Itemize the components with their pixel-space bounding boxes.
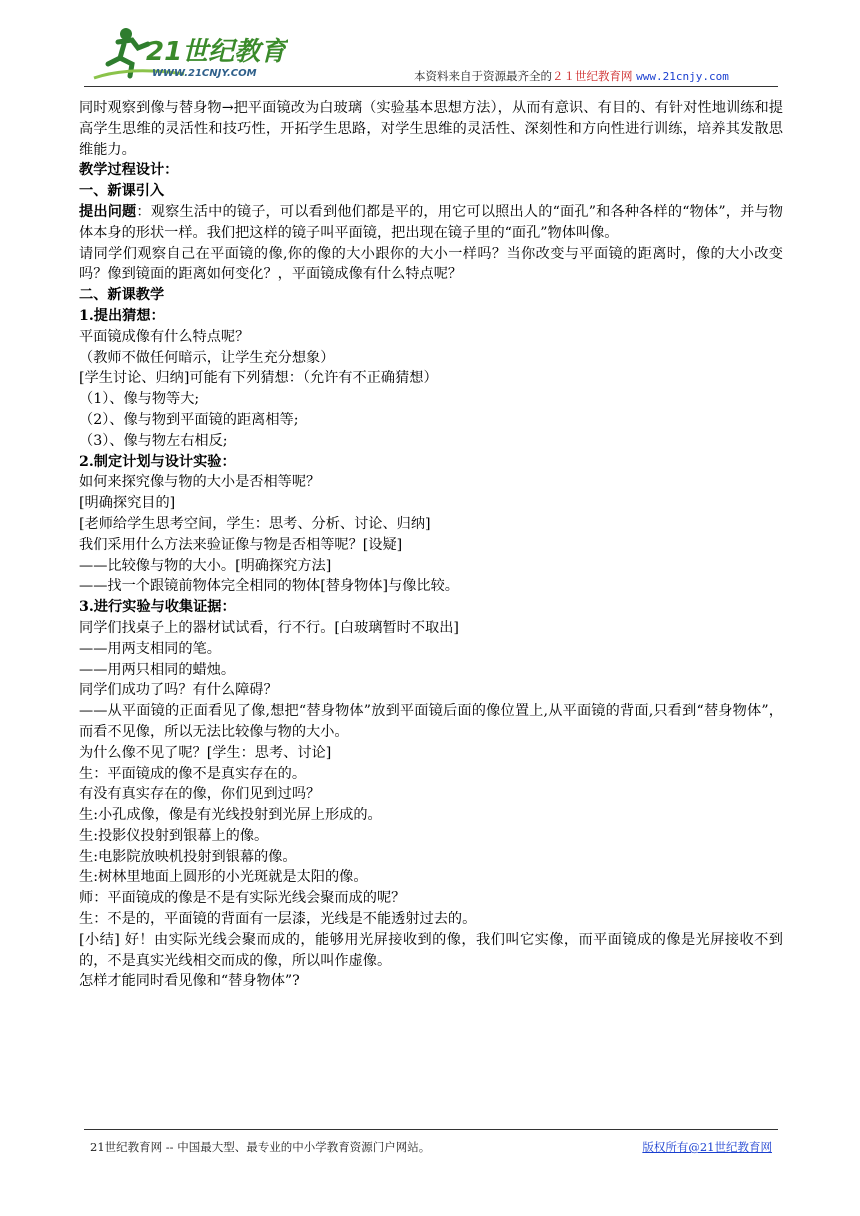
step2-heading: 2.制定计划与设计实验： [79,453,236,470]
question-text: ：观察生活中的镜子，可以看到他们都是平的，用它可以照出人的“面孔”和各种各样的“物体”，并与物体本身的形状一样。我们把这样的镜子叫平面镜，把出现在镜子里的“面孔”物体叫像。 [79,203,783,241]
step3-line: 生:小孔成像，像是有光线投射到光屏上形成的。 [79,807,382,824]
ask-paragraph: 请同学们观察自己在平面镜的像,你的像的大小跟你的大小一样吗？当你改变与平面镜的距离时，像的大小改变吗？像到镜面的距离如何变化？，平面镜成像有什么特点呢？ [79,245,783,283]
step3-line: 同学们找桌子上的器材试试看，行不行。[白玻璃暂时不取出] [79,619,459,636]
step3-line: 有没有真实存在的像，你们见到过吗？ [79,786,321,803]
step1-line: （2）、像与物到平面镜的距离相等; [79,411,299,428]
step3-line: 师：平面镜成的像是不是有实际光线会聚而成的呢？ [79,890,406,907]
step2-line: 我们采用什么方法来验证像与物是否相等呢？[设疑] [79,536,403,553]
header-note-brand: ２１世纪教育网 [552,69,633,83]
header-note-prefix: 本资料来自于资源最齐全的 [414,69,552,83]
design-heading: 教学过程设计： [79,162,179,179]
document-body [79,98,783,992]
step3-line: 生：不是的，平面镜的背面有一层漆，光线是不能透射过去的。 [79,911,477,928]
footer-divider [84,1129,778,1130]
header-note [414,68,729,84]
step2-line: ——找一个跟镜前物体完全相同的物体[替身物体]与像比较。 [79,578,459,595]
step3-line: 生:电影院放映机投射到银幕的像。 [79,848,297,865]
step2-line: ——比较像与物的大小。[明确探究方法] [79,557,332,574]
page-header [0,0,860,90]
step3-line: 为什么像不见了呢？[学生：思考、讨论] [79,744,332,761]
section1-heading: 一、新课引入 [79,183,165,200]
21cnjy-logo [88,24,288,82]
step1-line: （1）、像与物等大; [79,391,200,408]
step1-line: 平面镜成像有什么特点呢？ [79,328,250,345]
logo-url: WWW.21CNJY.COM [152,68,257,79]
summary-paragraph: [小结] 好！由实际光线会聚而成的，能够用光屏接收到的像，我们叫它实像，而平面镜成的像是光屏接收不到的，不是真实光线相交而成的像，所以叫作虚像。 [79,931,783,969]
step3-line: ——用两只相同的蜡烛。 [79,661,236,678]
footer-text: 21世纪教育网 -- 中国最大型、最专业的中小学教育资源门户网站。 [90,1140,431,1154]
copyright-link[interactable]: 版权所有@21世纪教育网 [642,1140,772,1154]
step1-line: [学生讨论、归纳]可能有下列猜想：（允许有不正确猜想） [79,370,438,387]
header-divider [84,86,778,87]
step3-line: 生:投影仪投射到银幕上的像。 [79,827,269,844]
step3-line: ——用两支相同的笔。 [79,640,221,657]
step1-heading: 1.提出猜想： [79,307,165,324]
step3-line: 怎样才能同时看见像和“替身物体”? [79,973,300,990]
header-url-link[interactable]: www.21cnjy.com [636,70,729,83]
step2-line: [明确探究目的] [79,495,176,512]
step3-line: ——从平面镜的正面看见了像,想把“替身物体”放到平面镜后面的像位置上,从平面镜的背面,只看到“替身物体”，而看不见像，所以无法比较像与物的大小。 [79,703,783,740]
section2-heading: 二、新课教学 [79,287,165,304]
step1-line: （教师不做任何暗示，让学生充分想象） [79,349,335,366]
step1-line: （3）、像与物左右相反; [79,432,228,449]
step3-line: 同学们成功了吗？有什么障碍？ [79,682,278,699]
question-label: 提出问题 [79,203,137,220]
step2-line: [老师给学生思考空间，学生：思考、分析、讨论、归纳] [79,515,431,532]
logo-title: 21世纪教育 [146,37,287,67]
question-paragraph [79,202,783,244]
step3-line: 生：平面镜成的像不是真实存在的。 [79,765,307,782]
intro-paragraph: 同时观察到像与替身物→把平面镜改为白玻璃（实验基本思想方法），从而有意识、有目的、有针对性地训练和提高学生思维的灵活性和技巧性，开拓学生思路，对学生思维的灵活性、深刻性和方向性进行训练，培养其发散思维能力。 [79,100,783,158]
step2-line: 如何来探究像与物的大小是否相等呢？ [79,474,321,491]
step3-line: 生:树林里地面上圆形的小光斑就是太阳的像。 [79,869,368,886]
step3-heading: 3.进行实验与收集证据： [79,599,236,616]
